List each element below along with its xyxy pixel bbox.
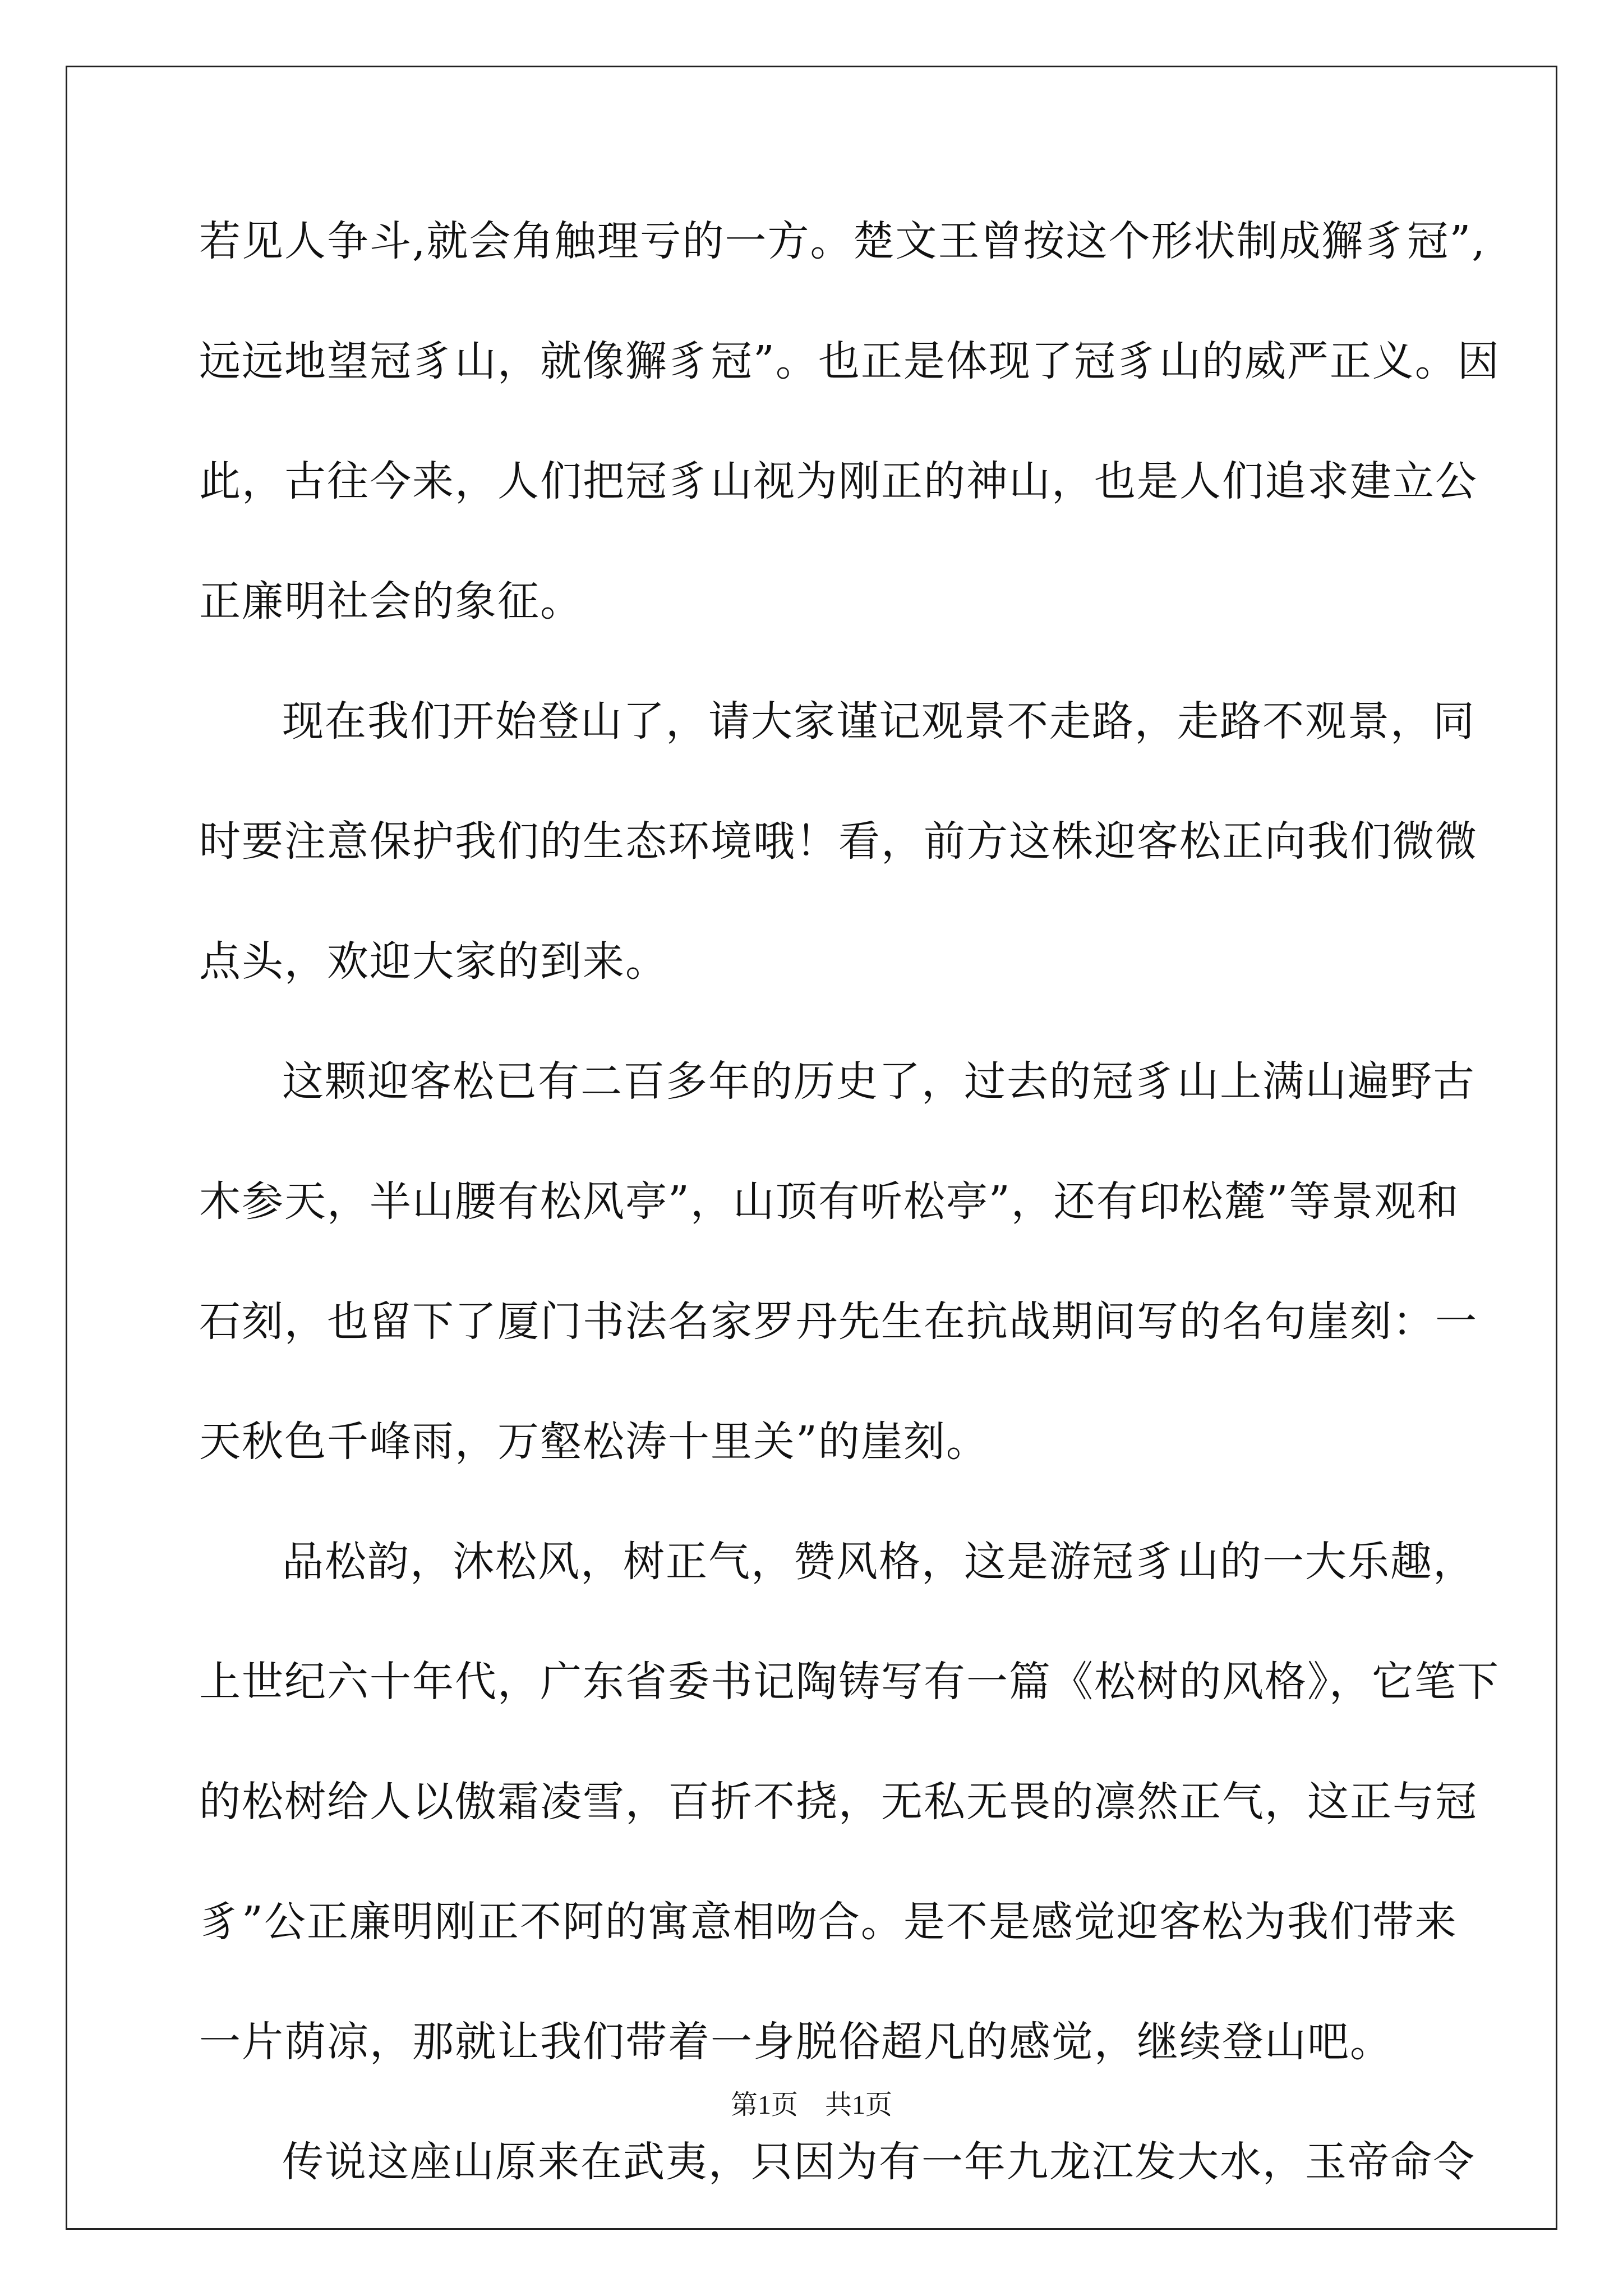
text-line: 豸”公正廉明刚正不阿的寓意相吻合。是不是感觉迎客松为我们带来 xyxy=(199,1898,1458,1946)
text-line: 石刻，也留下了厦门书法名家罗丹先生在抗战期间写的名句崖刻：一 xyxy=(199,1297,1478,1346)
text-line: 此，古往今来，人们把冠豸山视为刚正的神山，也是人们追求建立公 xyxy=(199,457,1478,505)
text-line: 现在我们开始登山了，请大家谨记观景不走路，走路不观景，同 xyxy=(282,697,1476,746)
text-line: 远远地望冠豸山，就像獬豸冠”。也正是体现了冠豸山的威严正义。因 xyxy=(199,337,1500,385)
text-line: 品松韵，沐松风，树正气，赞风格，这是游冠豸山的一大乐趣， xyxy=(282,1538,1476,1586)
text-line: 这颗迎客松已有二百多年的历史了，过去的冠豸山上满山遍野古 xyxy=(282,1057,1476,1106)
page-number-footer: 第1页 共1页 xyxy=(730,2090,892,2120)
text-line: 天秋色千峰雨，万壑松涛十里关”的崖刻。 xyxy=(199,1418,989,1466)
text-line: 一片荫凉，那就让我们带着一身脱俗超凡的感觉，继续登山吧。 xyxy=(199,2018,1393,2066)
text-line: 正廉明社会的象征。 xyxy=(199,577,583,625)
text-line: 传说这座山原来在武夷，只因为有一年九龙江发大水，玉帝命令 xyxy=(282,2138,1476,2186)
text-line: 木参天，半山腰有松风亭”，山顶有听松亭”，还有印松麓”等景观和 xyxy=(199,1177,1460,1226)
text-line: 若见人争斗,就会角触理亏的一方。楚文王曾按这个形状制成獬豸冠”, xyxy=(199,217,1486,265)
text-line: 点头，欢迎大家的到来。 xyxy=(199,937,668,986)
text-line: 的松树给人以傲霜凌雪，百折不挠，无私无畏的凛然正气，这正与冠 xyxy=(199,1778,1478,1826)
text-line: 上世纪六十年代，广东省委书记陶铸写有一篇《松树的风格》，它笔下 xyxy=(199,1658,1500,1706)
text-line: 时要注意保护我们的生态环境哦！看，前方这株迎客松正向我们微微 xyxy=(199,817,1478,866)
